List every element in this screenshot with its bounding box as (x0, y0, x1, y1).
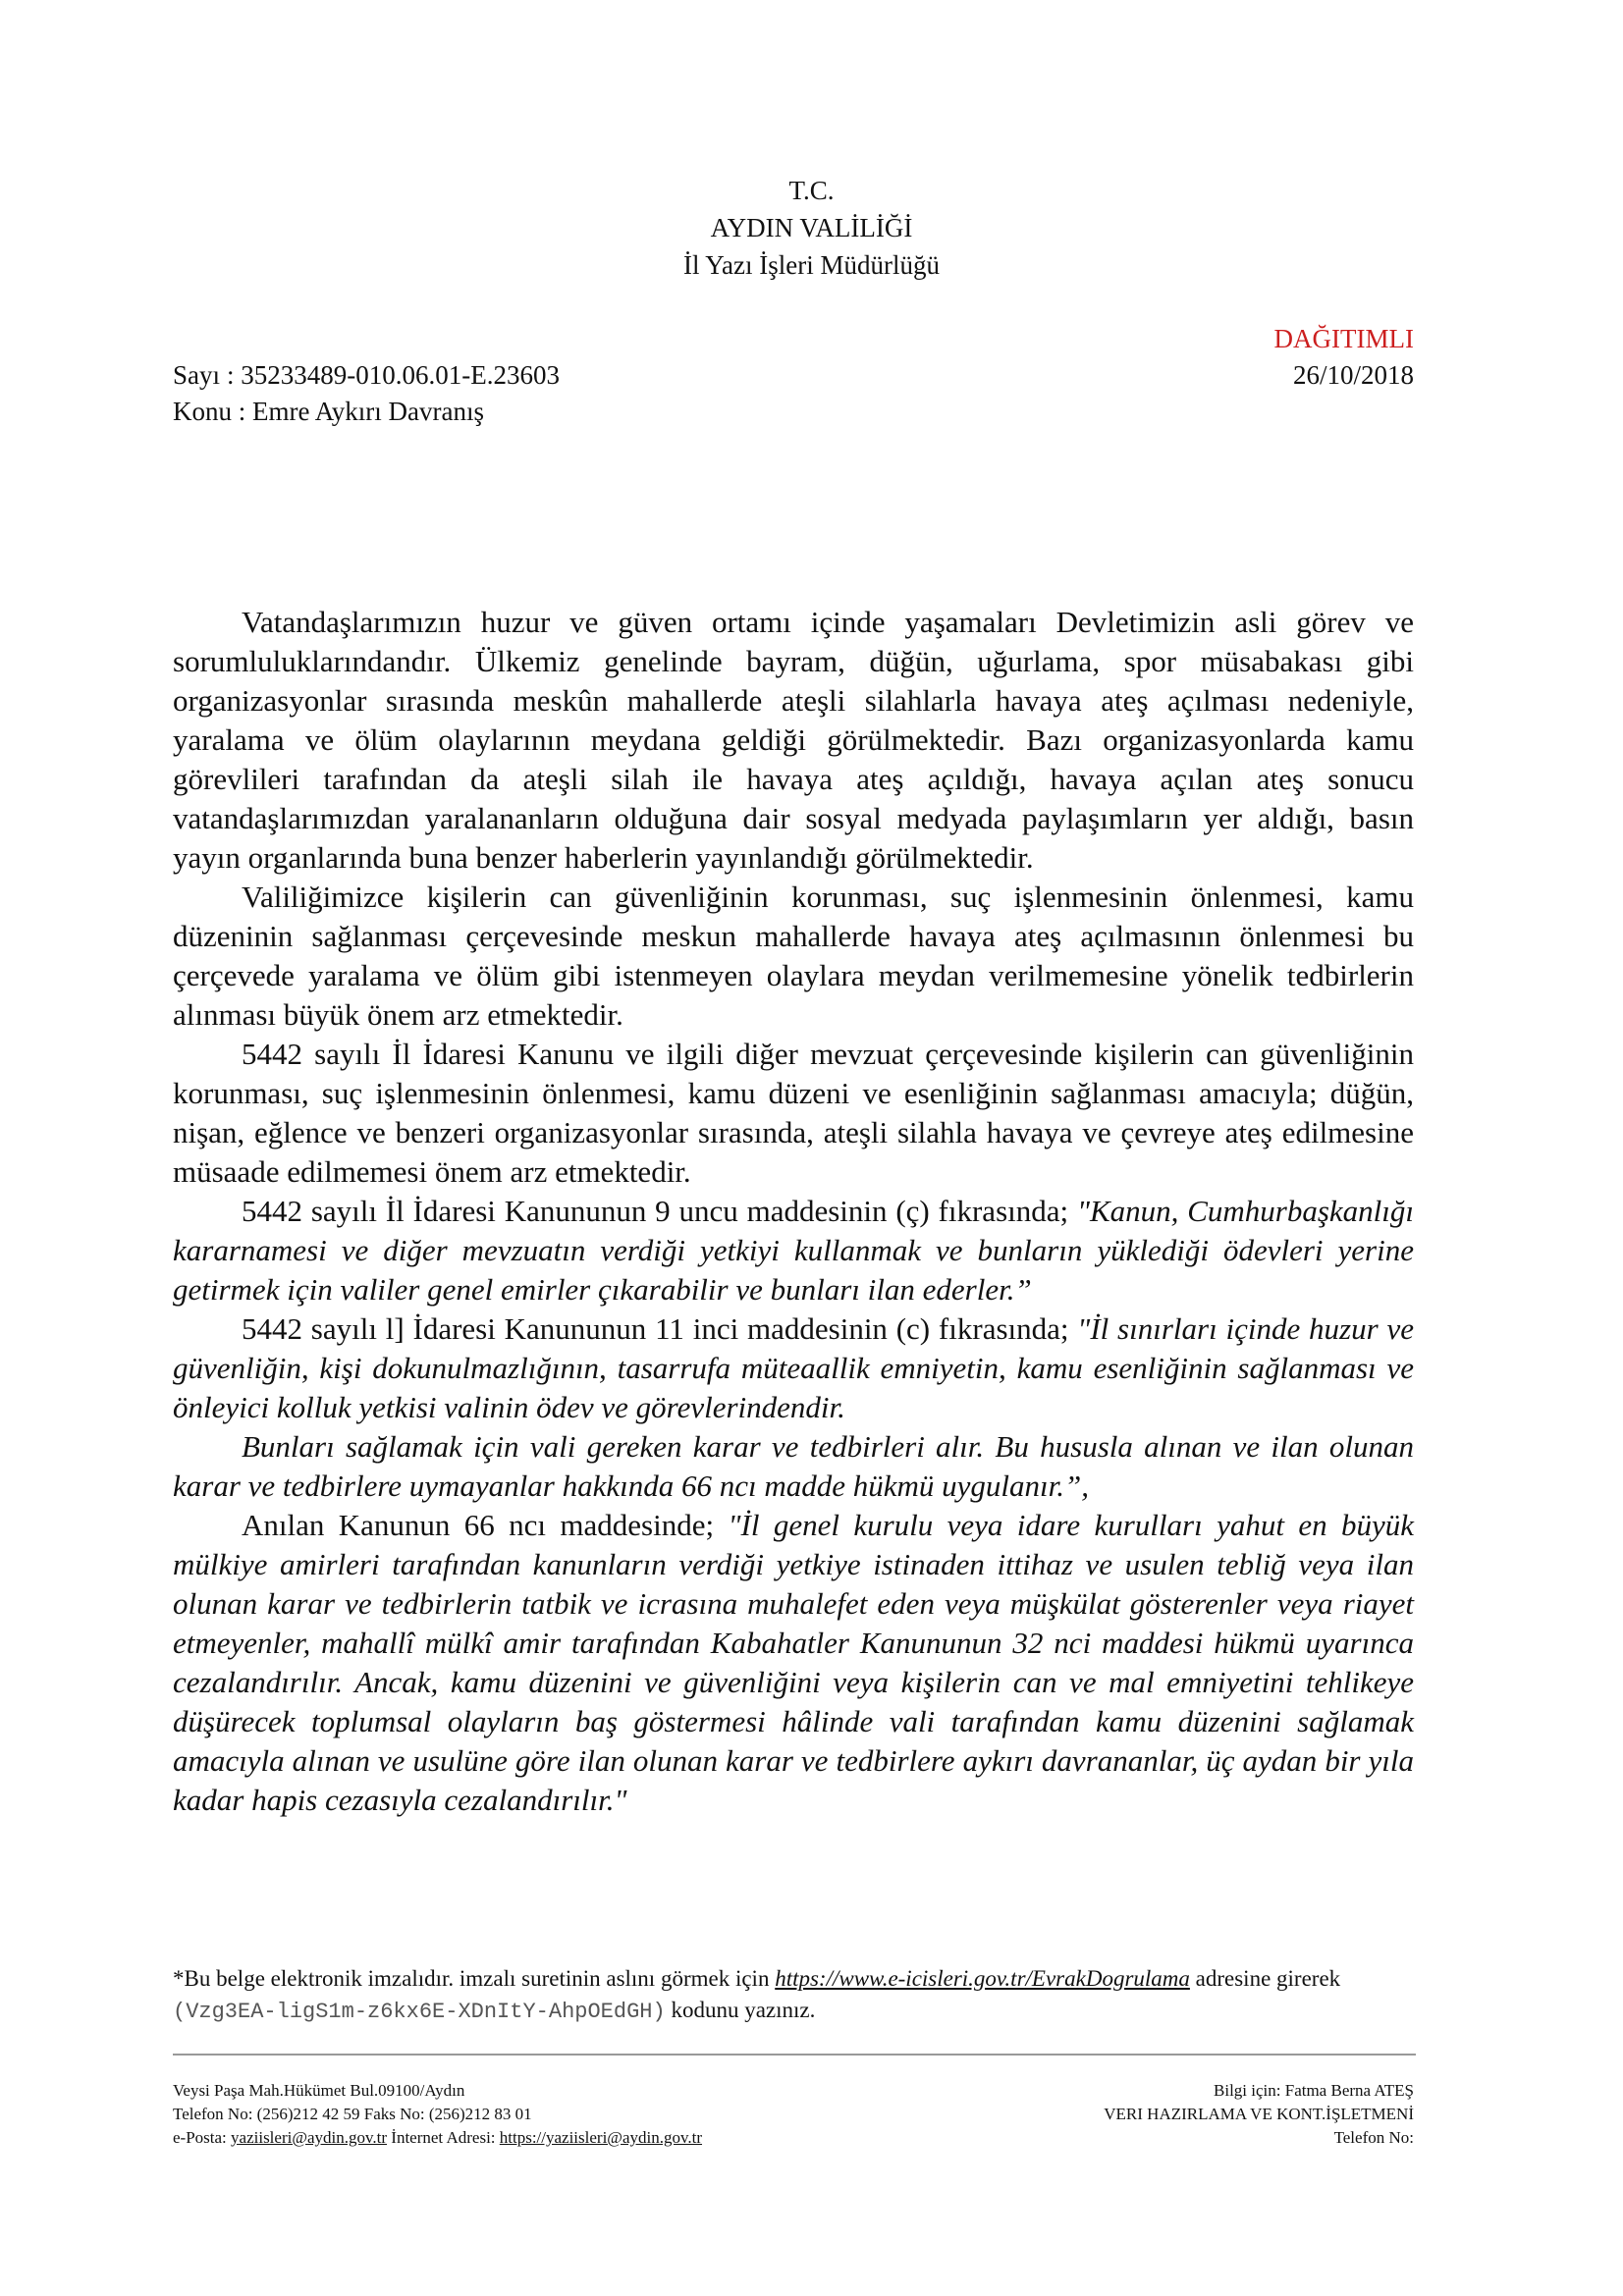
footer-phone-right: Telefon No: (1333, 2128, 1414, 2147)
footer-contact (173, 2126, 702, 2150)
web-label: İnternet Adresi: (387, 2128, 500, 2147)
paragraph-7-text: Anılan Kanunun 66 ncı maddesinde; (242, 1508, 729, 1542)
paragraph-7-quote: "İl genel kurulu veya idare kurulları yahut en büyük mülkiye amirleri tarafından kanunların verdiği yetkiye istinaden ittihaz ve usulen tebliğ veya ilan olunan karar ve tedbirlerin tatbik ve icrasına muhalefet eden veya müşkülat gösterenler veya riayet etmeyenler, mahallî mülkî amir tarafından Kabahatler Kanununun 32 nci maddesi hükmü uyarınca cezalandırılır. Ancak, kamu düzenini ve güvenliğini veya kişilerin can ve mal emniyetini tehlikeye düşürecek toplumsal olayların baş göstermesi hâlinde vali tarafından kamu düzenini sağlamak amacıyla alınan ve usulüne göre ilan olunan karar ve tedbirlere aykırı davrananlar, üç aydan bir yıla kadar hapis cezasıyla cezalandırılır." (173, 1508, 1414, 1817)
paragraph-5-quote: "İl sınırları içinde huzur ve güvenliğin, kişi dokunulmazlığının, tasarrufa müteaallik emniyetin, kamu esenliğinin sağlanması ve önleyici kolluk yetkisi valinin ödev ve görevlerindendir. (173, 1311, 1414, 1424)
footnote-middle: adresine girerek (1189, 1966, 1341, 1991)
paragraph-4 (173, 1192, 1414, 1309)
letter-body (173, 603, 1414, 1820)
distribution-label: DAĞITIMLI (1273, 324, 1414, 353)
konu-label: Konu (173, 397, 232, 426)
konu-value: : Emre Aykırı Davranış (238, 397, 484, 426)
paragraph-5 (173, 1309, 1414, 1427)
email-link[interactable]: yaziisleri@aydin.gov.tr (231, 2128, 388, 2147)
footnote-prefix: *Bu belge elektronik imzalıdır. imzalı suretinin aslını görmek için (173, 1966, 776, 1991)
verification-code: (Vzg3EA-ligS1m-z6kx6E-XDnItY-AhpOEdGH) (173, 2000, 666, 2024)
konu-line (173, 394, 484, 429)
footer-address: Veysi Paşa Mah.Hükümet Bul.09100/Aydın (173, 2081, 465, 2100)
footer-divider (173, 2054, 1416, 2056)
header-governorship: AYDIN VALİLİĞİ (710, 213, 913, 242)
verification-footnote (173, 1963, 1414, 2028)
paragraph-4-text: 5442 sayılı İl İdaresi Kanununun 9 uncu maddesinin (ç) fıkrasında; (242, 1194, 1077, 1228)
footnote-suffix: kodunu yazınız. (665, 1998, 816, 2022)
paragraph-3: 5442 sayılı İl İdaresi Kanunu ve ilgili diğer mevzuat çerçevesinde kişilerin can güvenliğinin korunması, suç işlenmesinin önlenmesi, kamu düzeni ve esenliğinin sağlanması amacıyla; düğün, nişan, eğlence ve benzeri organizasyonlar sırasında, ateşli silahla havaya ve çevreye ateş edilmesine müsaade edilmemesi önem arz etmektedir. (173, 1037, 1414, 1189)
header-directorate: İl Yazı İşleri Müdürlüğü (683, 250, 940, 280)
verification-link[interactable]: https://www.e-icisleri.gov.tr/EvrakDogrulama (775, 1966, 1190, 1991)
sayi-value: : 35233489-010.06.01-E.23603 (227, 360, 560, 390)
paragraph-1: Vatandaşlarımızın huzur ve güven ortamı içinde yaşamaları Devletimizin asli görev ve sorumluluklarındandır. Ülkemiz genelinde bayram, düğün, uğurlama, spor müsabakası gibi organizasyonlar sırasında meskûn mahallerde ateşli silahlarla havaya ateş açılması nedeniyle, yaralama ve ölüm olaylarının meydana geldiği görülmektedir. Bazı organizasyonlarda kamu görevlileri tarafından da ateşli silah ile havaya ateş açıldığı, havaya açılan ateş sonucu vatandaşlarımızdan yaralananların olduğuna dair sosyal medyada paylaşımların yer aldığı, basın yayın organlarında buna benzer haberlerin yayınlandığı görülmektedir. (173, 605, 1414, 875)
sayi-line (173, 357, 560, 393)
document-date: 26/10/2018 (1292, 360, 1414, 390)
paragraph-7 (173, 1506, 1414, 1820)
email-label: e-Posta: (173, 2128, 232, 2147)
sayi-label: Sayı (173, 360, 221, 390)
header-tc: T.C. (788, 176, 835, 205)
paragraph-6: Bunları sağlamak için vali gereken karar ve tedbirleri alır. Bu hususla alınan ve ilan olunan karar ve tedbirlere uymayanlar hakkında 66 ncı madde hükmü uygulanır.”, (173, 1429, 1414, 1503)
paragraph-4-quote: "Kanun, Cumhurbaşkanlığı kararnamesi ve diğer mevzuatın verdiği yetkiyi kullanmak ve bunların yüklediği ödevleri yerine getirmek için valiler genel emirler çıkarabilir ve bunları ilan ederler.” (173, 1194, 1414, 1307)
web-link[interactable]: https://yaziisleri@aydin.gov.tr (499, 2128, 703, 2147)
footer-info-contact: Bilgi için: Fatma Berna ATEŞ (1214, 2081, 1414, 2100)
paragraph-5-text: 5442 sayılı l] İdaresi Kanununun 11 inci maddesinin (c) fıkrasında; (242, 1311, 1078, 1346)
paragraph-2: Valiliğimizce kişilerin can güvenliğinin korunması, suç işlenmesinin önlenmesi, kamu düzeninin sağlanması çerçevesinde meskun mahallerde havaya ateş açılmasının önlenmesi bu çerçevede yaralama ve ölüm gibi istenmeyen olaylara meydan verilmemesine yönelik tedbirlerin alınması büyük önem arz etmektedir. (173, 880, 1414, 1032)
footer-unit: VERI HAZIRLAMA VE KONT.İŞLETMENİ (1104, 2105, 1414, 2123)
footer-phone: Telefon No: (256)212 42 59 Faks No: (256)212 83 01 (173, 2105, 532, 2123)
